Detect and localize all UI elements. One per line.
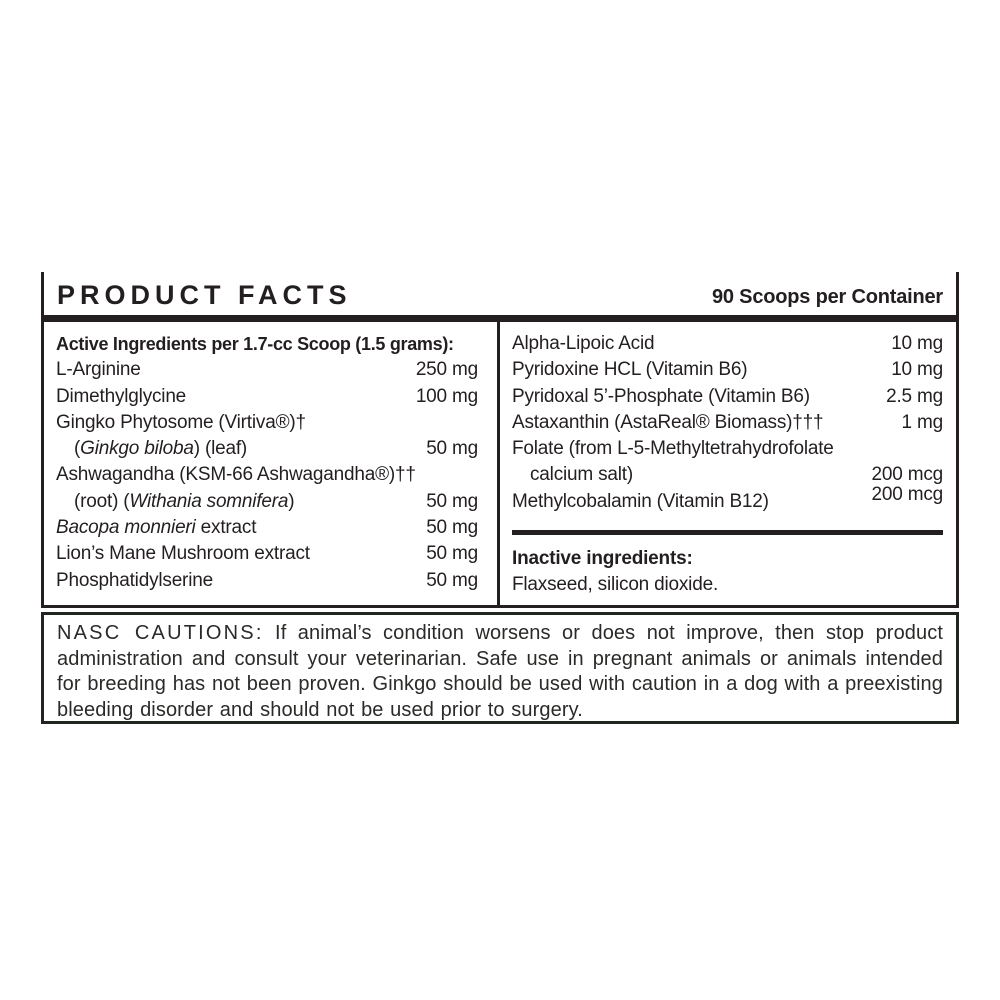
ingredient-name: (root) (Withania somnifera)	[74, 490, 295, 512]
inactive-divider	[512, 530, 943, 535]
ingredient-row	[56, 489, 478, 515]
ingredient-row	[512, 357, 943, 383]
scoops-per-container: 90 Scoops per Container	[711, 286, 943, 308]
ingredient-row	[512, 483, 943, 515]
ingredient-name: (Ginkgo biloba) (leaf)	[74, 438, 248, 460]
ingredient-name: Pyridoxine HCL (Vitamin B6)	[512, 359, 748, 381]
ingredient-amount: 50 mg	[426, 490, 478, 512]
ingredient-amount: 10 mg	[891, 359, 943, 381]
ingredient-name: Dimethylglycine	[56, 385, 187, 407]
ingredient-name: Folate (from L-5-Methyltetrahydrofolate	[512, 438, 834, 460]
header-rule	[44, 315, 956, 322]
ingredient-amount: 10 mg	[891, 333, 943, 354]
ingredients-column-left	[44, 322, 497, 605]
nasc-cautions-text	[57, 621, 943, 723]
ingredient-amount: 50 mg	[426, 517, 478, 539]
ingredient-name: Bacopa monnieri extract	[56, 517, 257, 539]
ingredient-amount: 200 mcg	[871, 464, 943, 486]
ingredient-name: calcium salt)	[530, 464, 633, 486]
ingredient-row	[56, 568, 478, 594]
panel-header	[44, 272, 956, 315]
active-ingredients-heading: Active Ingredients per 1.7-cc Scoop (1.5 grams):	[56, 334, 454, 354]
ingredient-row	[56, 436, 478, 462]
ingredient-name: Methylcobalamin (Vitamin B12)	[512, 490, 769, 512]
ingredient-amount: 1 mg	[901, 411, 943, 433]
nasc-cautions-label: NASC CAUTIONS:	[57, 622, 264, 644]
ingredients-column-right	[500, 322, 956, 605]
product-facts-panel	[41, 272, 959, 608]
product-facts-title: PRODUCT FACTS	[57, 280, 352, 310]
ingredient-row	[512, 436, 943, 462]
inactive-ingredients-text: Flaxseed, silicon dioxide.	[512, 574, 719, 596]
ingredient-name: Ashwagandha (KSM-66 Ashwagandha®)††	[56, 464, 416, 486]
left-ingredient-rows	[56, 357, 478, 594]
inactive-ingredients-heading: Inactive ingredients:	[512, 548, 693, 570]
ingredient-name: Gingko Phytosome (Virtiva®)†	[56, 411, 306, 433]
ingredient-name: Astaxanthin (AstaReal® Biomass)†††	[512, 411, 824, 433]
nasc-cautions-box	[41, 612, 959, 724]
ingredient-row	[512, 384, 943, 410]
ingredient-row	[56, 410, 478, 436]
ingredients-columns	[44, 322, 956, 605]
ingredient-row	[56, 357, 478, 383]
ingredient-amount: 200 mcg	[871, 483, 943, 505]
ingredient-row	[56, 541, 478, 567]
ingredient-name: L-Arginine	[56, 359, 141, 381]
ingredient-row	[512, 410, 943, 436]
ingredient-name: Pyridoxal 5’-Phosphate (Vitamin B6)	[512, 385, 810, 407]
ingredient-row	[56, 462, 478, 488]
ingredient-name: Lion’s Mane Mushroom extract	[56, 543, 310, 565]
ingredient-row	[56, 515, 478, 541]
ingredient-amount: 250 mg	[415, 359, 478, 381]
ingredient-row	[56, 384, 478, 410]
nasc-cautions-body: If animal’s condition worsens or does not improve, then stop product administration and consult your veterinarian. Safe use in pregnant animals or animals intended for breeding has not been proven. Ginkgo should be used with caution in a dog with a preexisting bleeding disorder and should not be used prior to surgery.	[57, 622, 943, 721]
ingredient-row	[512, 331, 943, 357]
ingredient-amount: 2.5 mg	[886, 385, 943, 407]
ingredient-name: Alpha-Lipoic Acid	[512, 333, 655, 354]
ingredient-amount: 50 mg	[426, 438, 478, 460]
ingredient-amount: 100 mg	[415, 385, 478, 407]
right-ingredient-rows	[512, 331, 943, 515]
ingredient-name: Phosphatidylserine	[56, 569, 213, 591]
ingredient-amount: 50 mg	[426, 569, 478, 591]
ingredient-amount: 50 mg	[426, 543, 478, 565]
